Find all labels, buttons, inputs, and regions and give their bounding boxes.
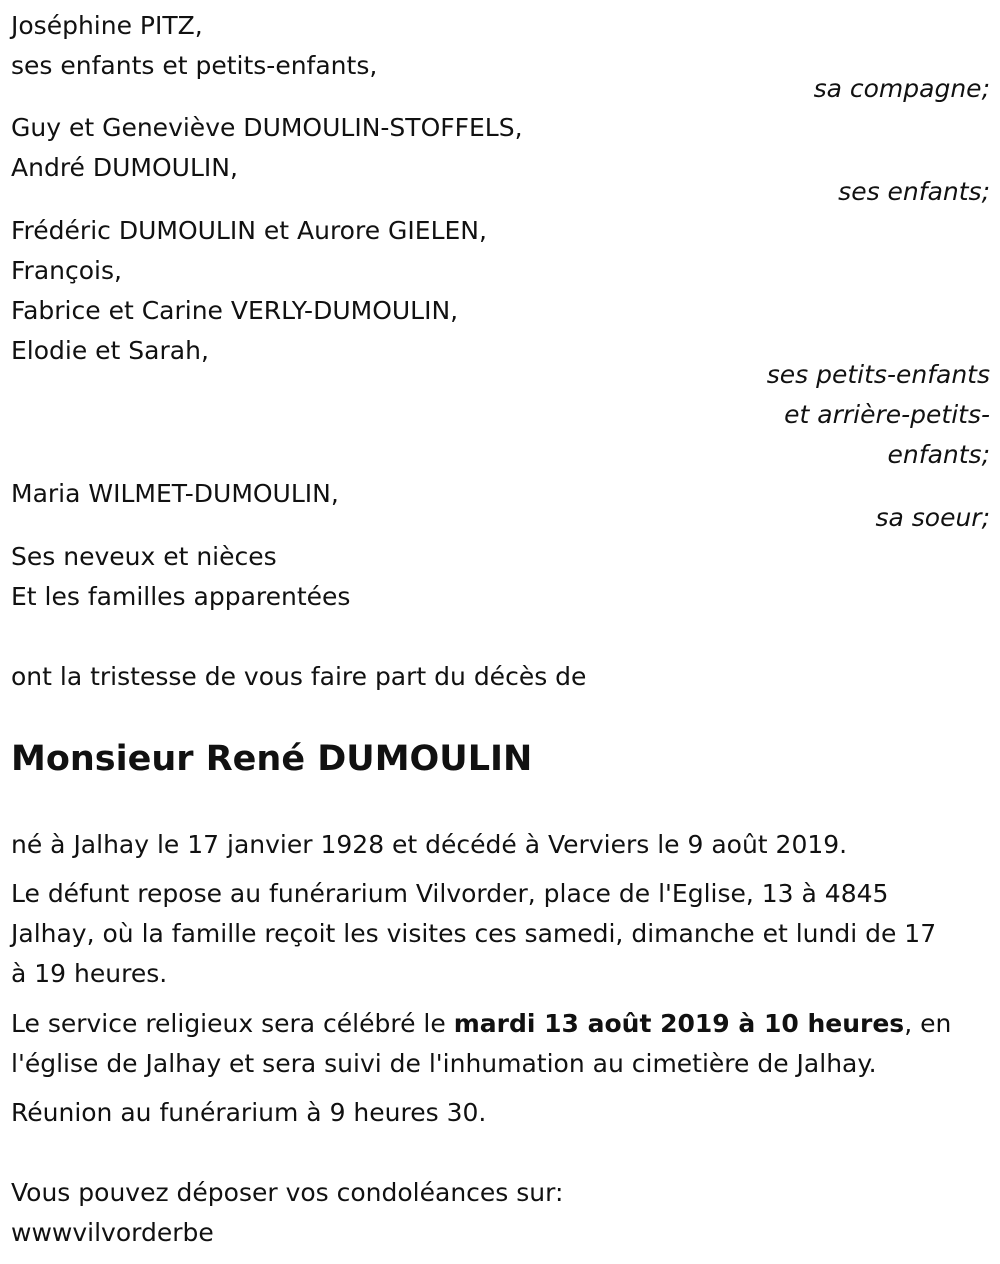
deceased-name: Monsieur René DUMOULIN bbox=[11, 739, 533, 779]
family-sister-role: sa soeur; bbox=[875, 503, 990, 532]
family-grandchildren-line-3: Fabrice et Carine VERLY-DUMOULIN, bbox=[11, 296, 459, 325]
condolences-website: wwwvilvorderbe bbox=[11, 1218, 214, 1247]
service-line-1 bbox=[11, 1009, 951, 1039]
birth-death-text: né à Jalhay le 17 janvier 1928 et décédé à Verviers le 9 août 2019. bbox=[11, 830, 848, 859]
family-grandchildren-role-1: ses petits-enfants bbox=[766, 360, 990, 389]
family-children-role: ses enfants; bbox=[838, 177, 990, 206]
family-partner-role: sa compagne; bbox=[813, 74, 990, 103]
viewing-line-2: Jalhay, où la famille reçoit les visites ces samedi, dimanche et lundi de 17 bbox=[11, 919, 937, 948]
announcement-text: ont la tristesse de vous faire part du décès de bbox=[11, 662, 587, 691]
service-line-2: l'église de Jalhay et sera suivi de l'inhumation au cimetière de Jalhay. bbox=[11, 1049, 877, 1078]
family-grandchildren-role-3: enfants; bbox=[887, 440, 990, 469]
service-prefix: Le service religieux sera célébré le bbox=[11, 1009, 454, 1038]
family-grandchildren-role-2: et arrière-petits- bbox=[784, 400, 990, 429]
service-suffix: , en bbox=[904, 1009, 952, 1038]
family-grandchildren-line-4: Elodie et Sarah, bbox=[11, 336, 209, 365]
service-date: mardi 13 août 2019 à 10 heures bbox=[453, 1009, 905, 1038]
condolences-label: Vous pouvez déposer vos condoléances sur: bbox=[11, 1178, 564, 1207]
family-others-line-2: Et les familles apparentées bbox=[11, 582, 351, 611]
family-children-line-1: Guy et Geneviève DUMOULIN-STOFFELS, bbox=[11, 113, 523, 142]
family-grandchildren-line-2: François, bbox=[11, 256, 122, 285]
family-others-line-1: Ses neveux et nièces bbox=[11, 542, 277, 571]
family-sister-line-1: Maria WILMET-DUMOULIN, bbox=[11, 479, 339, 508]
family-grandchildren-line-1: Frédéric DUMOULIN et Aurore GIELEN, bbox=[11, 216, 487, 245]
viewing-line-1: Le défunt repose au funérarium Vilvorder, place de l'Eglise, 13 à 4845 bbox=[11, 879, 889, 908]
viewing-line-3: à 19 heures. bbox=[11, 959, 168, 988]
family-partner-line-1: Joséphine PITZ, bbox=[11, 11, 203, 40]
family-partner-line-2: ses enfants et petits-enfants, bbox=[11, 51, 378, 80]
meeting-text: Réunion au funérarium à 9 heures 30. bbox=[11, 1098, 487, 1127]
family-children-line-2: André DUMOULIN, bbox=[11, 153, 238, 182]
